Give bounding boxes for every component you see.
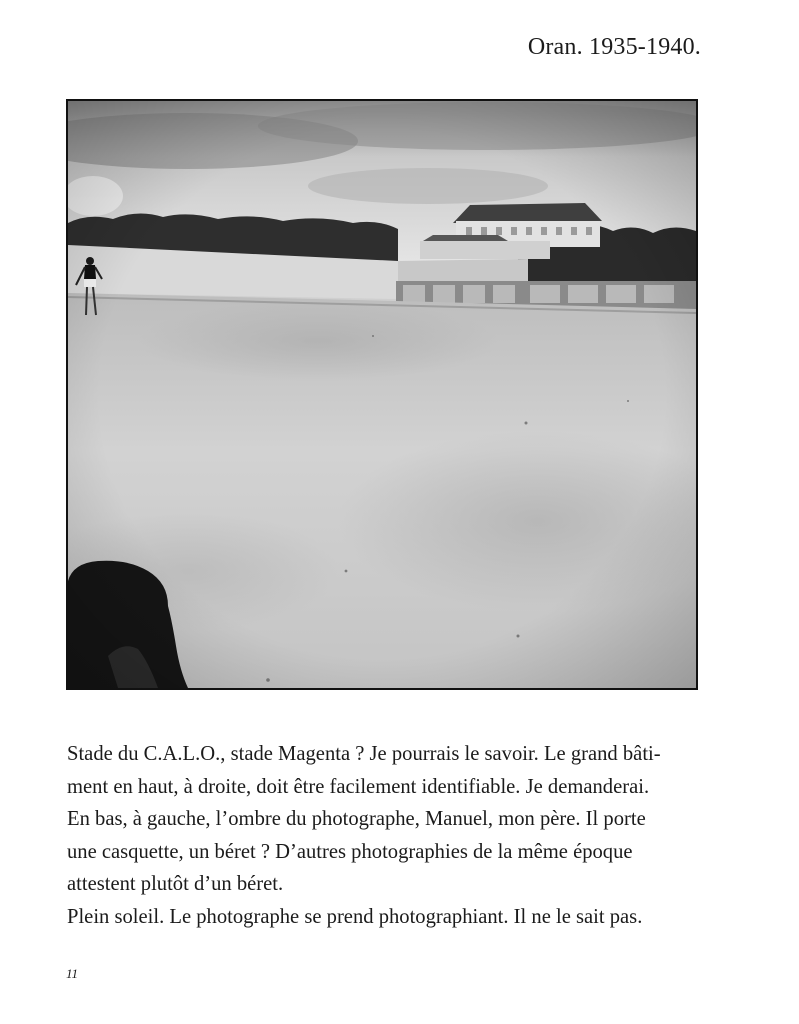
- caption-line: En bas, à gauche, l’ombre du photographe, Manuel, mon père. Il porte: [67, 808, 646, 830]
- page-header-place-date: Oran. 1935-1940.: [527, 34, 701, 60]
- photograph-image: [68, 101, 696, 688]
- photo-caption: [67, 738, 707, 933]
- caption-line: Stade du C.A.L.O., stade Magenta ? Je pourrais le savoir. Le grand bâti-: [67, 743, 661, 765]
- page-number: 11: [66, 966, 79, 981]
- caption-line: Plein soleil. Le photographe se prend photographiant. Il ne le sait pas.: [67, 905, 643, 928]
- caption-line: attestent plutôt d’un béret.: [67, 873, 284, 895]
- caption-line: ment en haut, à droite, doit être facilement identifiable. Je demanderai.: [67, 775, 650, 798]
- caption-line: une casquette, un béret ? D’autres photographies de la même époque: [67, 840, 633, 863]
- historical-photograph: [66, 99, 698, 690]
